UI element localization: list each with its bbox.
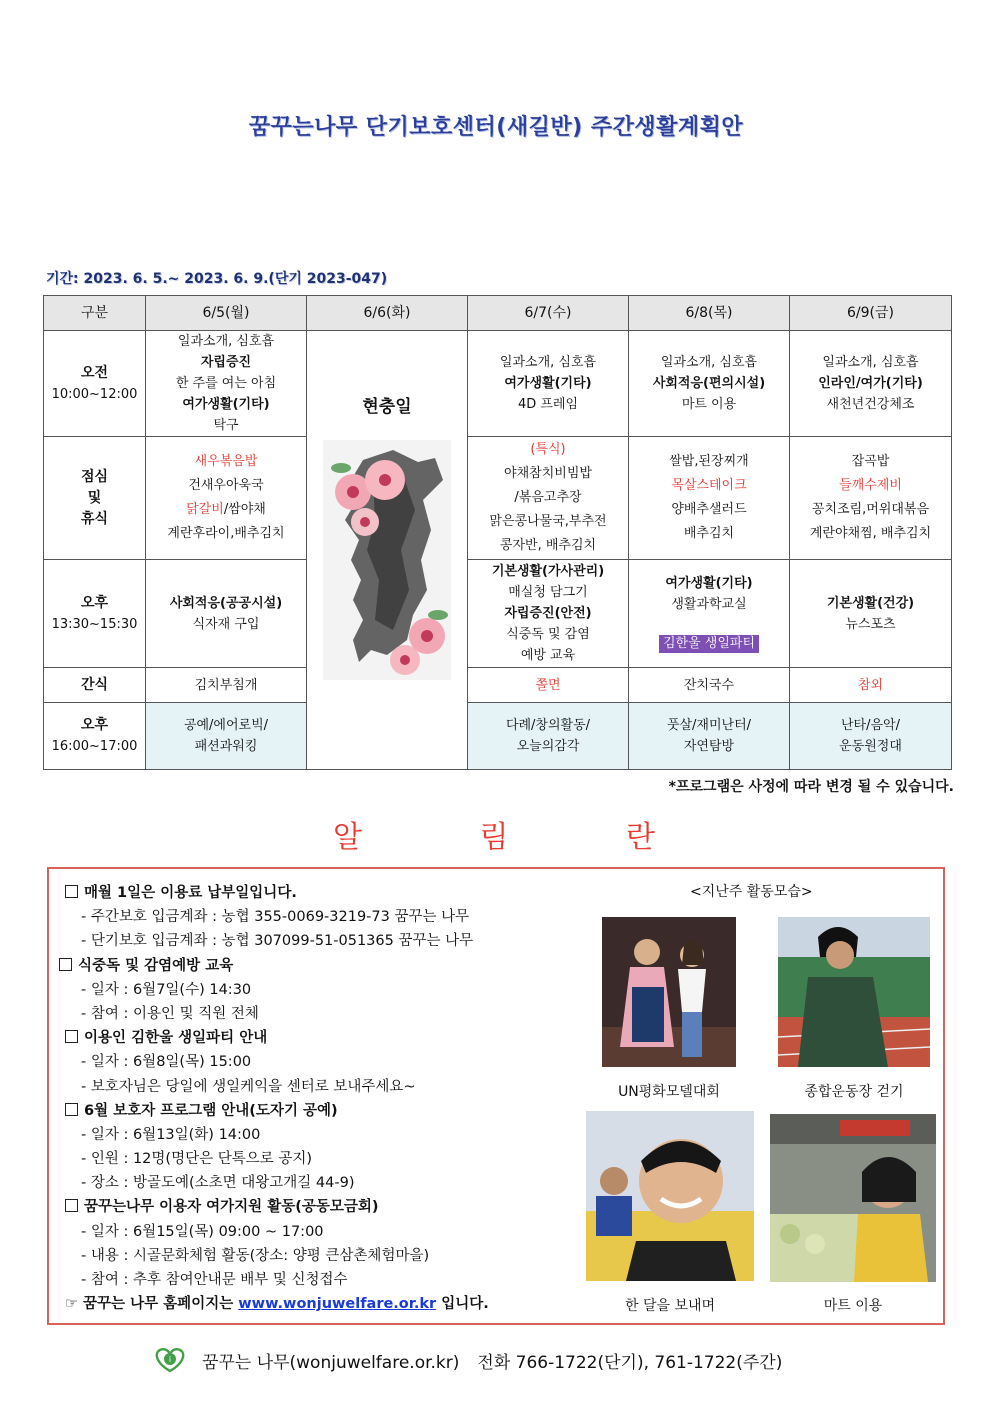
wed-morning-cell: 일과소개, 심호흡 여가생활(기타) 4D 프레임 [468,331,629,437]
notice-head: 이용인 김한울 생일파티 안내 [59,1026,589,1050]
checkbox-icon [65,885,78,898]
snack-row [44,668,952,703]
notice-item: - 단기보호 입금계좌 : 농협 307099-51-051365 꿈꾸는 나무 [81,933,474,950]
notice-item: - 장소 : 방골도예(소초면 대왕고개길 44-9) [81,1175,355,1192]
photo-mart [770,1114,936,1282]
notice-item: - 일자 : 6월15일(목) 09:00 ~ 17:00 [81,1223,324,1240]
birthday-party-badge: 김한울 생일파티 [659,635,759,653]
header-thu: 6/8(목) [629,296,790,331]
notice-item: - 인원 : 12명(명단은 단톡으로 공지) [81,1151,313,1168]
notice-list [59,881,589,1316]
footer [152,1347,800,1373]
header-mon: 6/5(월) [146,296,307,331]
row-label-late-afternoon: 오후 16:00~17:00 [44,703,146,770]
notice-board-title: 알 림 란 [332,820,709,855]
photo-stadium-walk [778,917,930,1067]
row-label-afternoon: 오후 13:30~15:30 [44,560,146,668]
weekly-schedule-table [43,295,952,770]
row-label-lunch: 점심 및 휴식 [44,437,146,560]
header-wed: 6/7(수) [468,296,629,331]
notice-head: 매월 1일은 이용료 납부일입니다. [59,881,589,905]
row-label-snack: 간식 [44,668,146,703]
photos-caption: <지난주 활동모습> [690,884,813,900]
notice-head: 식중독 및 감염예방 교육 [59,954,589,978]
header-fri: 6/9(금) [790,296,952,331]
checkbox-icon [65,1103,78,1116]
wed-afternoon-cell: 기본생활(가사관리) 매실청 담그기 자립증진(안전) 식중독 및 감염 예방 교육 [468,560,629,668]
notice-head: 꿈꾸는나무 이용자 여가지원 활동(공동모금회) [59,1195,589,1219]
photo-caption: 한 달을 보내며 [624,1298,716,1314]
header-category: 구분 [44,296,146,331]
mon-morning-cell: 일과소개, 심호흡 자립증진 한 주를 여는 아침 여가생활(기타) 탁구 [146,331,307,437]
photo-caption: 종합운동장 걷기 [804,1084,904,1100]
mon-afternoon-cell: 사회적응(공공시설) 식자재 구입 [146,560,307,668]
header-tue: 6/6(화) [307,296,468,331]
fri-afternoon-cell: 기본생활(건강) 뉴스포츠 [790,560,952,668]
table-header-row [44,296,952,331]
mon-late-cell: 공예/에어로빅/ 패션과워킹 [146,703,307,770]
tue-holiday-cell [307,331,468,770]
notice-item: - 보호자님은 당일에 생일케익을 센터로 보내주세요~ [81,1078,416,1095]
morning-row [44,331,952,437]
photo-un-model [602,917,736,1067]
thu-late-cell: 풋살/재미난터/ 자연탐방 [629,703,790,770]
checkbox-icon [59,958,72,971]
page-title: 꿈꾸는나무 단기보호센터(새길반) 주간생활계획안 [248,115,744,140]
notice-item: - 주간보호 입금계좌 : 농협 355-0069-3219-73 꿈꾸는 나무 [81,909,470,926]
fri-lunch-cell: 잡곡밥 들깨수제비 꽁치조림,머위대볶음 계란야채찜, 배추김치 [790,437,952,560]
photo-month-end [586,1111,754,1281]
photo-caption: 마트 이용 [823,1298,883,1314]
change-notice: *프로그램은 사정에 따라 변경 될 수 있습니다. [668,779,954,795]
afternoon-row [44,560,952,668]
thu-snack-cell: 잔치국수 [629,668,790,703]
checkbox-icon [65,1030,78,1043]
footer-org: 꿈꾸는 나무(wonjuwelfare.or.kr) [202,1352,460,1373]
wed-late-cell: 다례/창의활동/ 오늘의감각 [468,703,629,770]
late-afternoon-row [44,703,952,770]
notice-item: - 일자 : 6월8일(목) 15:00 [81,1054,252,1071]
notice-item: - 참여 : 추후 참여안내문 배부 및 신청접수 [81,1272,348,1288]
organization-logo-icon [152,1347,188,1373]
holiday-label: 현충일 [362,397,412,417]
thu-morning-cell: 일과소개, 심호흡 사회적응(편의시설) 마트 이용 [629,331,790,437]
svg-text:i: i [168,1355,172,1364]
lunch-row [44,437,952,560]
korea-map-flower-image [323,440,451,680]
footer-phone: 전화 766-1722(단기), 761-1722(주간) [477,1352,783,1373]
fri-morning-cell: 일과소개, 심호흡 인라인/여가(기타) 새천년건강체조 [790,331,952,437]
homepage-line: ☞ 꿈꾸는 나무 홈페이지는 www.wonjuwelfare.or.kr 입니다. [65,1296,489,1313]
notice-item: - 일자 : 6월13일(화) 14:00 [81,1126,261,1143]
schedule-period: 기간: 2023. 6. 5.~ 2023. 6. 9.(단기 2023-047) [46,271,388,287]
thu-afternoon-cell: 여가생활(기타) 생활과학교실 김한울 생일파티 [629,560,790,668]
mon-snack-cell: 김치부침개 [146,668,307,703]
fri-late-cell: 난타/음악/ 운동원정대 [790,703,952,770]
row-label-morning: 오전 10:00~12:00 [44,331,146,437]
checkbox-icon [65,1199,78,1212]
notice-item: - 내용 : 시골문화체험 활동(장소: 양평 큰삼촌체험마을) [81,1247,430,1264]
wed-snack-cell: 쫄면 [468,668,629,703]
photo-caption: UN평화모델대회 [618,1084,720,1100]
wed-lunch-cell: (특식) 야채참치비빔밥 /볶음고추장 맑은콩나물국,부추전 콩자반, 배추김치 [468,437,629,560]
homepage-link[interactable]: www.wonjuwelfare.or.kr [238,1296,437,1313]
thu-lunch-cell: 쌀밥,된장찌개 목살스테이크 양배추샐러드 배추김치 [629,437,790,560]
notice-board [47,867,945,1325]
notice-item: - 일자 : 6월7일(수) 14:30 [81,981,252,998]
notice-head: 6월 보호자 프로그램 안내(도자기 공예) [59,1099,589,1123]
fri-snack-cell: 참외 [790,668,952,703]
notice-item: - 참여 : 이용인 및 직원 전체 [81,1005,259,1022]
mon-lunch-cell: 새우볶음밥 건새우아욱국 닭갈비/쌈야채 계란후라이,배추김치 [146,437,307,560]
